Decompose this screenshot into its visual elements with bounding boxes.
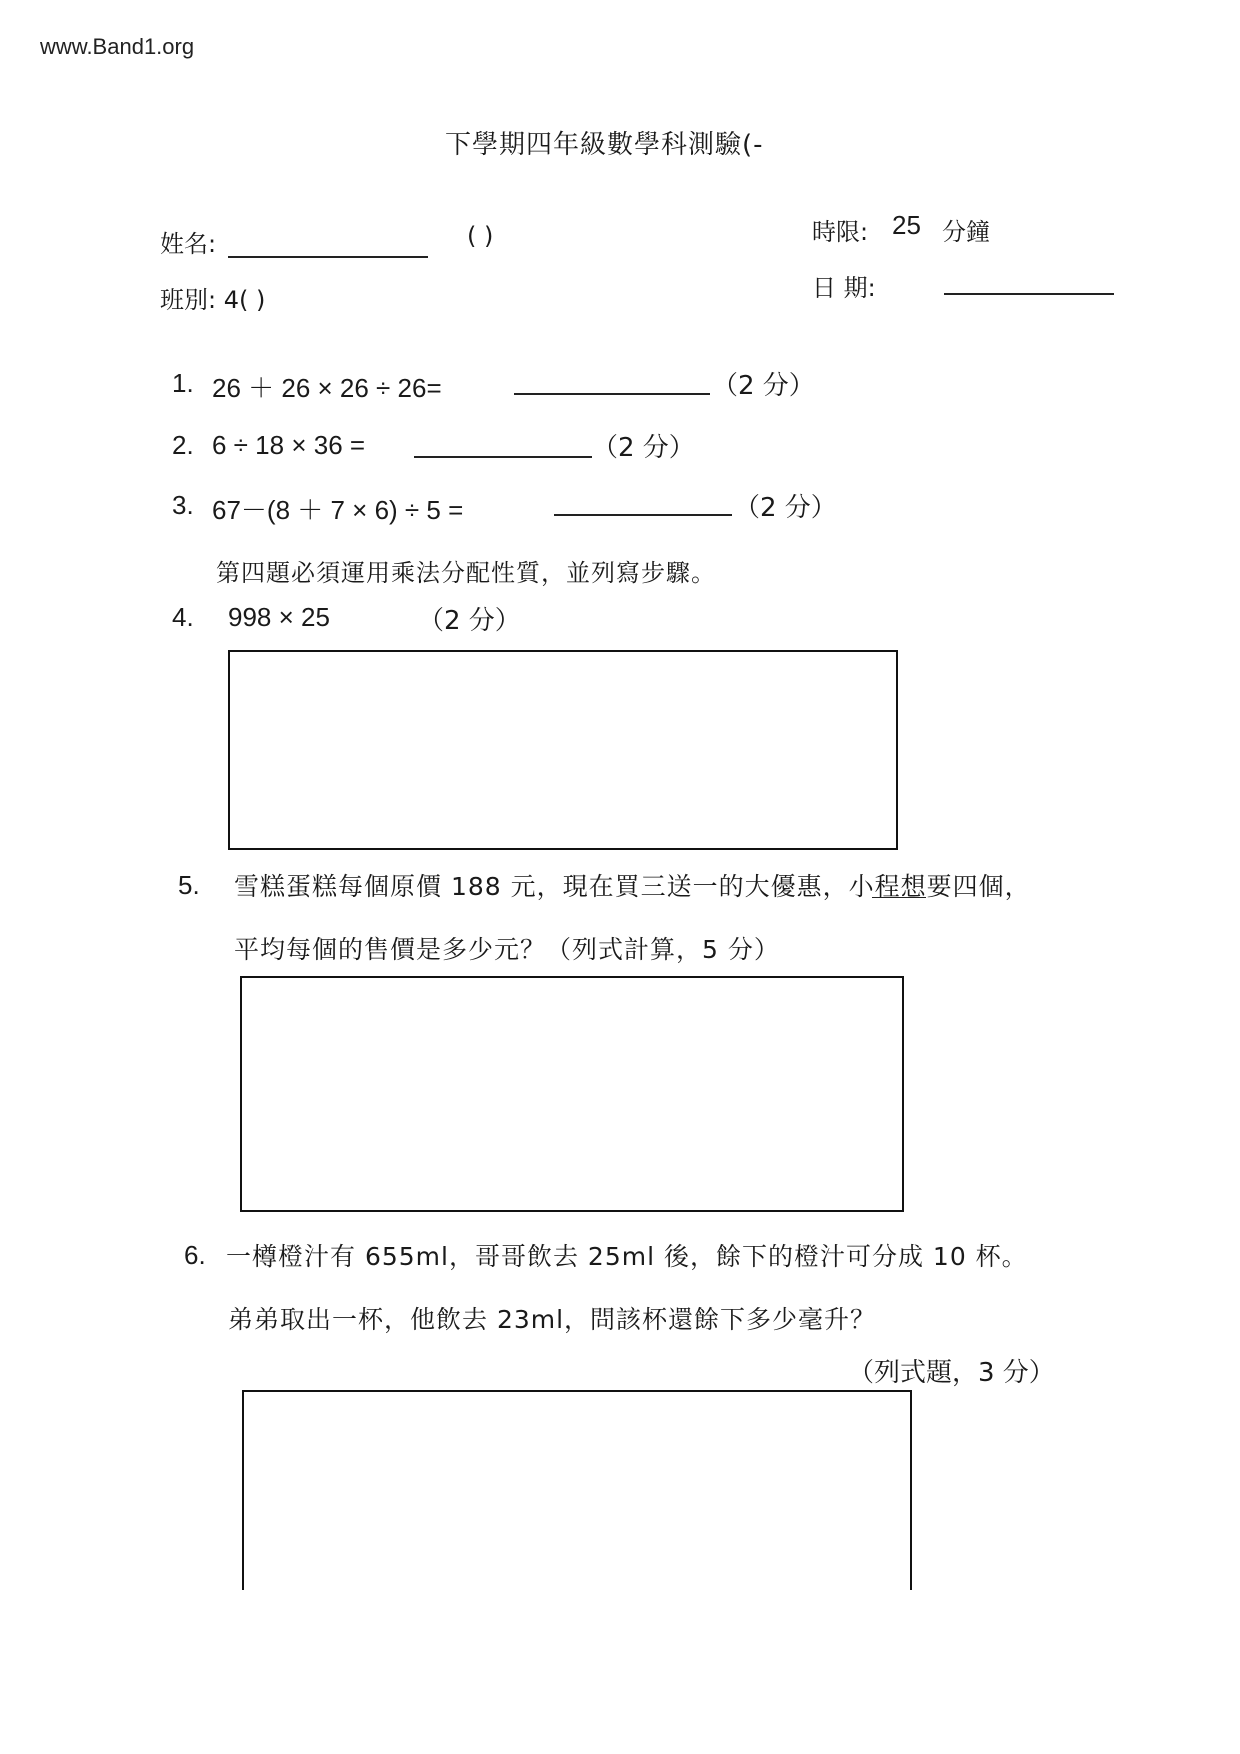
name-label: 姓名: (160, 230, 217, 258)
question-5-text-line-1: 雪糕蛋糕每個原價 188 元，現在買三送一的大優惠，小程想要四個， (234, 872, 1031, 901)
question-5-text-line-2: 平均每個的售價是多少元？（列式計算，5 分） (234, 935, 780, 964)
question-1-answer-blank[interactable] (514, 393, 710, 395)
question-4-instruction: 第四題必須運用乘法分配性質，並列寫步驟。 (216, 559, 716, 587)
question-6-answer-box[interactable] (242, 1390, 912, 1590)
question-4-points: （2 分） (418, 606, 521, 636)
question-3-points: （2 分） (734, 493, 837, 523)
time-limit-value: 25 (892, 210, 921, 240)
page-title: 下學期四年級數學科測驗(- (445, 130, 764, 160)
question-3-answer-blank[interactable] (554, 514, 732, 516)
site-url: www.Band1.org (40, 34, 195, 59)
question-3-number: 3. (172, 490, 194, 520)
time-limit-unit: 分鐘 (942, 218, 990, 246)
name-underline (872, 897, 926, 898)
question-5-answer-box[interactable] (240, 976, 904, 1212)
question-6-points: （列式題，3 分） (848, 1358, 1055, 1388)
question-1-points: （2 分） (712, 371, 815, 401)
question-4-answer-box[interactable] (228, 650, 898, 850)
class-label: 班別: 4( ) (160, 286, 266, 314)
question-2-points: （2 分） (592, 433, 695, 463)
question-2-number: 2. (172, 430, 194, 460)
question-3-expression: 67－(8 ＋ 7 × 6) ÷ 5 = (212, 495, 464, 525)
question-6-text-line-2: 弟弟取出一杯，他飲去 23ml，問該杯還餘下多少毫升？ (228, 1305, 877, 1334)
student-number-paren: ( ) (467, 222, 494, 250)
question-5-number: 5. (178, 870, 200, 900)
question-6-number: 6. (184, 1240, 206, 1270)
question-6-text-line-1: 一樽橙汁有 655ml，哥哥飲去 25ml 後，餘下的橙汁可分成 10 杯。 (226, 1242, 1028, 1271)
question-4-number: 4. (172, 602, 194, 632)
question-2-answer-blank[interactable] (414, 456, 592, 458)
question-1-number: 1. (172, 368, 194, 398)
question-1-expression: 26 ＋ 26 × 26 ÷ 26= (212, 373, 442, 403)
name-blank[interactable] (228, 256, 428, 258)
date-label: 日 期: (812, 274, 876, 302)
question-4-expression: 998 × 25 (228, 602, 330, 632)
question-2-expression: 6 ÷ 18 × 36 = (212, 430, 366, 460)
time-limit-label: 時限: (812, 218, 869, 246)
date-blank[interactable] (944, 293, 1114, 295)
